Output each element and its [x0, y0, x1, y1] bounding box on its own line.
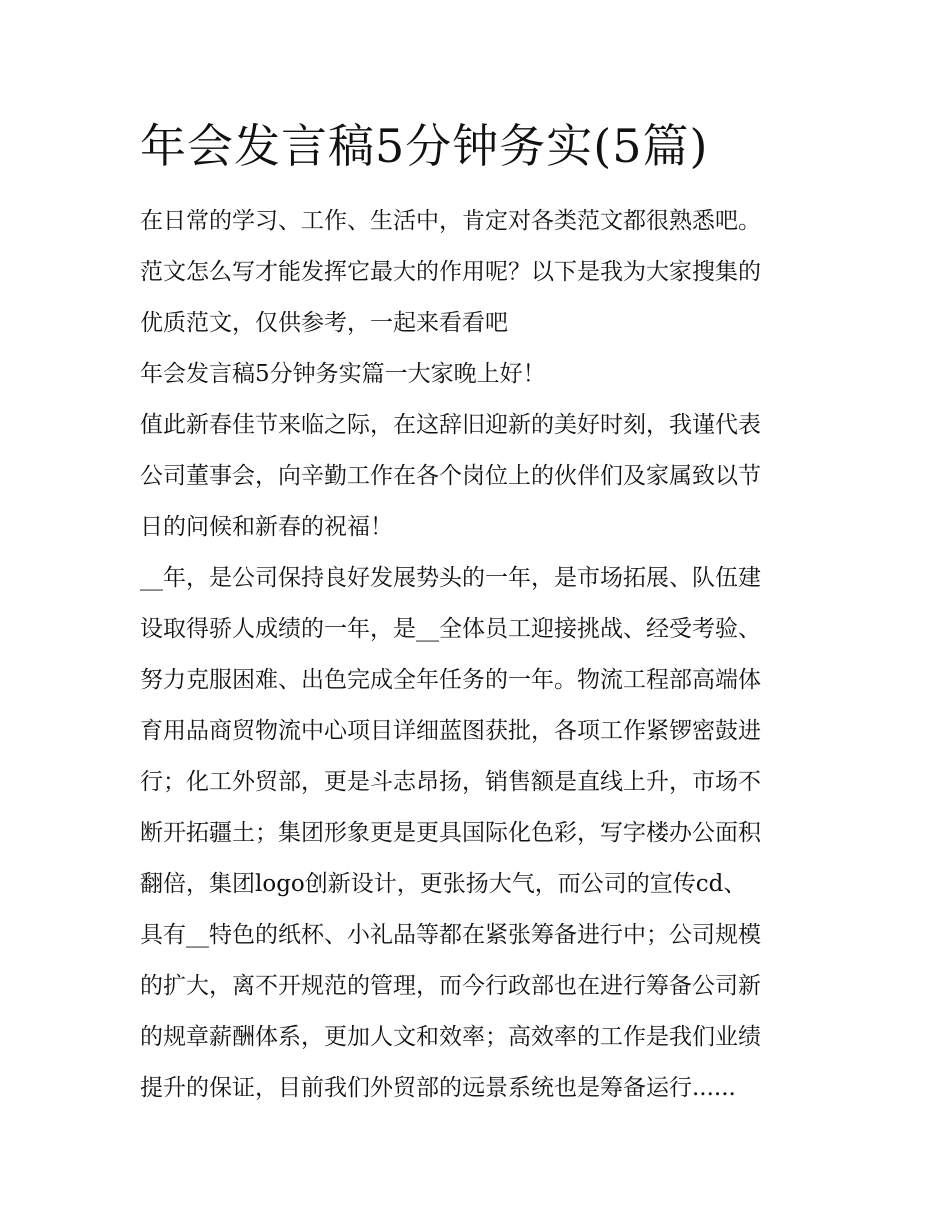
text-line: 行；化工外贸部，更是斗志昂扬，销售额是直线上升，市场不 — [140, 769, 761, 795]
text-line: 范文怎么写才能发挥它最大的作用呢？以下是我为大家搜集的 — [140, 259, 761, 285]
text-line: 公司董事会，向辛勤工作在各个岗位上的伙伴们及家属致以节 — [140, 463, 761, 489]
text-line: 育用品商贸物流中心项目详细蓝图获批，各项工作紧锣密鼓进 — [140, 718, 761, 744]
text-line: 提升的保证，目前我们外贸部的远景系统也是筹备运行...... — [140, 1075, 736, 1101]
text-line: 的规章薪酬体系，更加人文和效率；高效率的工作是我们业绩 — [140, 1024, 761, 1050]
document-title: 年会发言稿5分钟务实(5篇) — [140, 119, 709, 173]
text-line: 翻倍，集团logo创新设计，更张扬大气，而公司的宣传cd、 — [140, 871, 747, 897]
text-line: 值此新春佳节来临之际，在这辞旧迎新的美好时刻，我谨代表 — [140, 412, 761, 438]
text-line: 具有__特色的纸杯、小礼品等都在紧张筹备进行中；公司规模 — [140, 922, 761, 948]
text-line: 日的问候和新春的祝福！ — [140, 514, 393, 540]
text-line: 的扩大，离不开规范的管理，而今行政部也在进行筹备公司新 — [140, 973, 761, 999]
text-line: 年会发言稿5分钟务实篇一大家晚上好！ — [140, 361, 546, 387]
text-line: 断开拓疆土；集团形象更是更具国际化色彩，写字楼办公面积 — [140, 820, 761, 846]
text-line: 设取得骄人成绩的一年，是__全体员工迎接挑战、经受考验、 — [140, 616, 761, 642]
text-line: 努力克服困难、出色完成全年任务的一年。物流工程部高端体 — [140, 667, 761, 693]
text-line: 优质范文，仅供参考，一起来看看吧 — [140, 310, 508, 336]
text-line: 在日常的学习、工作、生活中，肯定对各类范文都很熟悉吧。 — [140, 208, 761, 234]
text-line: __年，是公司保持良好发展势头的一年，是市场拓展、队伍建 — [140, 565, 761, 591]
